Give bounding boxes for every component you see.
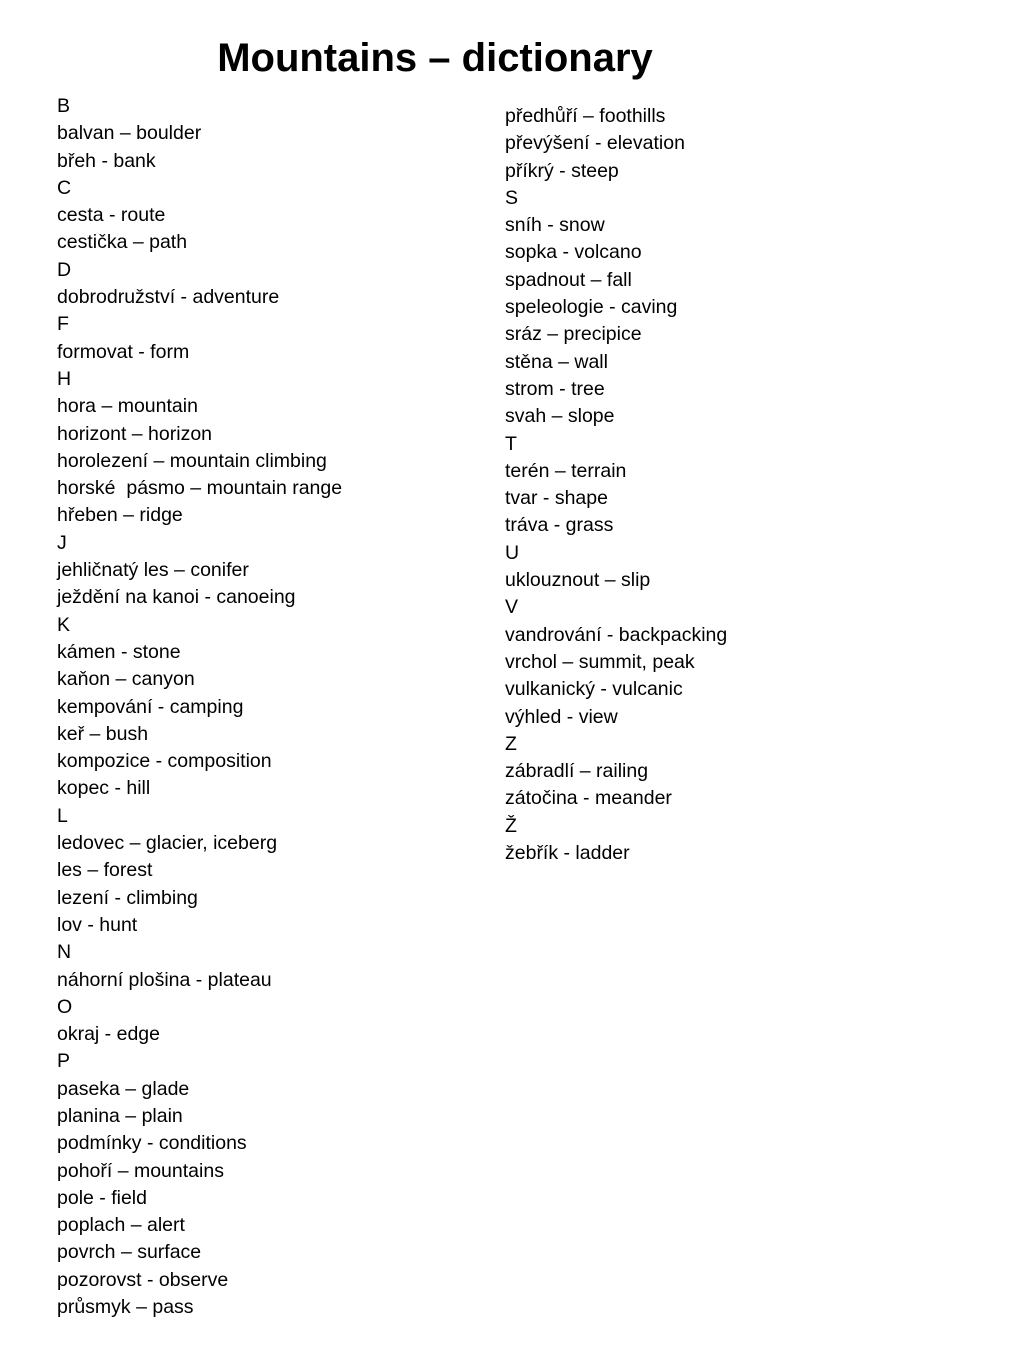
dictionary-entry: kompozice - composition xyxy=(57,750,272,773)
section-letter: C xyxy=(57,176,72,199)
section-letter: Z xyxy=(505,732,517,755)
dictionary-entry: tráva - grass xyxy=(505,514,614,537)
section-letter: U xyxy=(505,541,520,564)
section-letter: T xyxy=(505,432,517,455)
dictionary-entry: sráz – precipice xyxy=(505,323,642,346)
dictionary-entry: balvan – boulder xyxy=(57,122,202,145)
page-title: Mountains – dictionary xyxy=(217,36,653,80)
section-letter: O xyxy=(57,995,73,1018)
dictionary-entry: strom - tree xyxy=(505,377,605,400)
dictionary-entry: převýšení - elevation xyxy=(505,132,685,155)
dictionary-entry: náhorní plošina - plateau xyxy=(57,968,272,991)
section-letter: K xyxy=(57,613,71,636)
section-letter: V xyxy=(505,596,519,619)
dictionary-entry: dobrodružství - adventure xyxy=(57,286,280,309)
section-letter: D xyxy=(57,258,72,281)
dictionary-entry: pohoří – mountains xyxy=(57,1159,224,1182)
dictionary-entry: vulkanický - vulcanic xyxy=(505,678,683,701)
dictionary-entry: kaňon – canyon xyxy=(57,668,195,691)
dictionary-entry: příkrý - steep xyxy=(505,159,619,182)
section-letter: S xyxy=(505,186,519,209)
dictionary-entry: jehličnatý les – conifer xyxy=(57,559,249,582)
dictionary-entry: horizont – horizon xyxy=(57,422,213,445)
section-letter: N xyxy=(57,941,72,964)
dictionary-entry: cesta - route xyxy=(57,204,166,227)
dictionary-entry: kempování - camping xyxy=(57,695,244,718)
dictionary-entry: cestička – path xyxy=(57,231,188,254)
dictionary-entry: vrchol – summit, peak xyxy=(505,650,695,673)
dictionary-entry: pole - field xyxy=(57,1186,147,1209)
dictionary-entry: pozorovst - observe xyxy=(57,1268,229,1291)
dictionary-column-left xyxy=(57,93,477,1321)
dictionary-entry: zábradlí – railing xyxy=(505,760,649,783)
dictionary-entry: vandrování - backpacking xyxy=(505,623,728,646)
section-letter: H xyxy=(57,367,72,390)
section-letter: F xyxy=(57,313,69,336)
dictionary-entry: zátočina - meander xyxy=(505,787,672,810)
dictionary-column-right xyxy=(505,103,925,867)
dictionary-entry: hora – mountain xyxy=(57,395,198,418)
dictionary-entry: planina – plain xyxy=(57,1104,183,1127)
dictionary-entry: průsmyk – pass xyxy=(57,1296,194,1319)
dictionary-entry: povrch – surface xyxy=(57,1241,202,1264)
dictionary-entry: uklouznout – slip xyxy=(505,569,651,592)
dictionary-entry: kámen - stone xyxy=(57,640,181,663)
dictionary-entry: okraj - edge xyxy=(57,1023,160,1046)
section-letter: B xyxy=(57,95,71,117)
dictionary-entry: kopec - hill xyxy=(57,777,151,800)
dictionary-entry: podmínky - conditions xyxy=(57,1132,247,1155)
dictionary-entry: keř – bush xyxy=(57,722,149,745)
dictionary-entry: terén – terrain xyxy=(505,459,627,482)
dictionary-entry: speleologie - caving xyxy=(505,296,678,319)
dictionary-entry: předhůří – foothills xyxy=(505,105,666,127)
dictionary-entry: spadnout – fall xyxy=(505,268,632,291)
dictionary-entry: svah – slope xyxy=(505,405,615,428)
dictionary-entry: sníh - snow xyxy=(505,214,605,237)
dictionary-entry: ježdění na kanoi - canoeing xyxy=(57,586,296,609)
dictionary-entry: sopka - volcano xyxy=(505,241,642,264)
dictionary-entry: ledovec – glacier, iceberg xyxy=(57,832,278,855)
section-letter: L xyxy=(57,804,68,827)
dictionary-entry: stěna – wall xyxy=(505,350,608,373)
dictionary-entry: horolezení – mountain climbing xyxy=(57,449,327,472)
dictionary-entry: výhled - view xyxy=(505,705,618,728)
dictionary-entry: lov - hunt xyxy=(57,913,138,936)
dictionary-entry: formovat - form xyxy=(57,340,190,363)
section-letter: P xyxy=(57,1050,71,1073)
dictionary-entry: lezení - climbing xyxy=(57,886,198,909)
dictionary-entry: les – forest xyxy=(57,859,153,882)
dictionary-entry: břeh - bank xyxy=(57,149,156,172)
dictionary-entry: poplach – alert xyxy=(57,1214,185,1237)
dictionary-entry: žebřík - ladder xyxy=(505,842,630,865)
dictionary-entry: tvar - shape xyxy=(505,487,608,510)
section-letter: Ž xyxy=(505,814,517,837)
section-letter: J xyxy=(57,531,67,554)
dictionary-entry: hřeben – ridge xyxy=(57,504,183,527)
dictionary-entry: horské pásmo – mountain range xyxy=(57,477,343,500)
dictionary-entry: paseka – glade xyxy=(57,1077,190,1100)
